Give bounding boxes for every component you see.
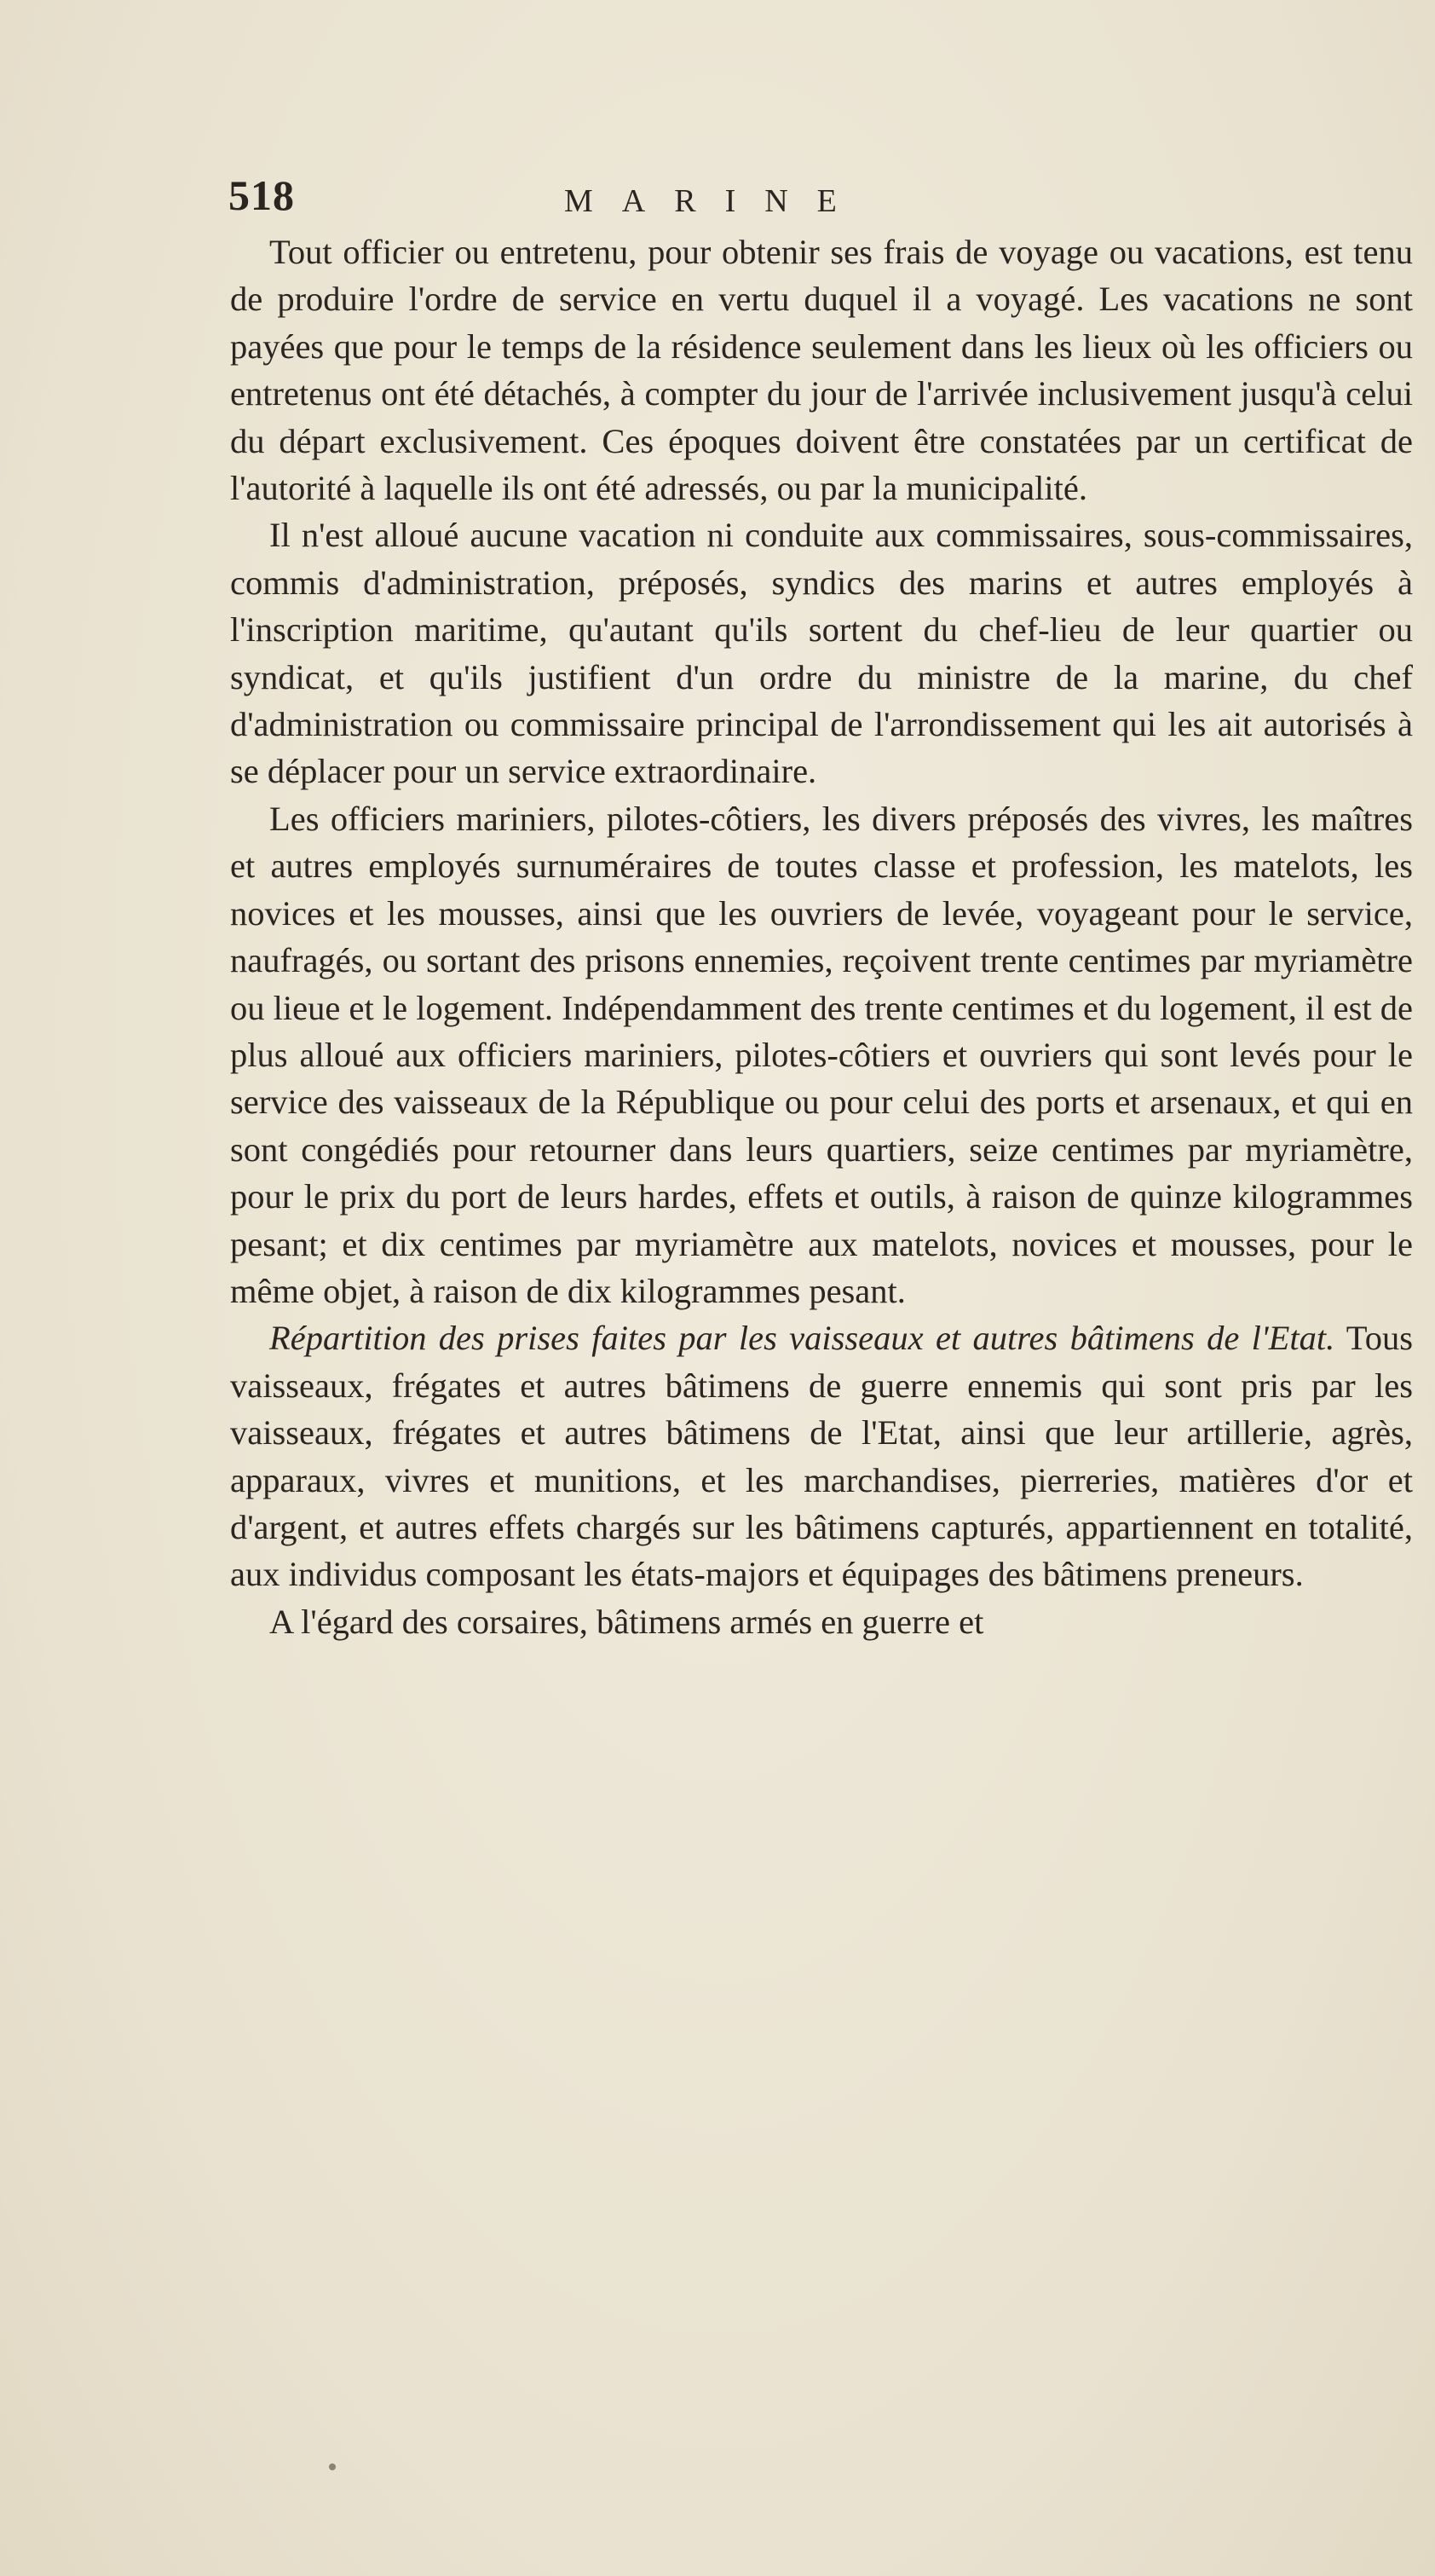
paragraph-officers-allowances xyxy=(230,795,1413,1314)
paragraph-text: Tout officier ou entretenu, pour obtenir ses frais de voyage ou vacations, est tenu de produire l'ordre de service en vertu duquel il a voyagé. Les vacations ne sont payées que pour le temps de la résidence seulement dans les lieux où les officiers ou entretenus ont été détachés, à compter du jour de l'arrivée inclusivement jusqu'à celui du départ exclusivement. Ces époques doivent être constatées par un certificat de l'autorité à laquelle ils ont été adressés, ou par la municipalité. xyxy=(230,233,1413,508)
section-heading-italic: Répartition des prises faites par les vaisseaux et autres bâtimens de l'Etat. xyxy=(269,1319,1335,1358)
ink-speck xyxy=(329,2463,336,2470)
page-number: 518 xyxy=(228,171,295,219)
running-head: MARINE xyxy=(564,183,866,219)
paragraph-travel-expenses xyxy=(230,228,1413,511)
paragraph-prize-distribution xyxy=(230,1314,1413,1597)
paragraph-text: A l'égard des corsaires, bâtimens armés en guerre et xyxy=(269,1602,984,1641)
page-header xyxy=(228,170,1435,230)
paragraph-commissioners xyxy=(230,511,1413,794)
paragraph-text: Les officiers mariniers, pilotes-côtiers, les divers préposés des vivres, les maîtres et autres employés surnuméraires de toutes classe et profession, les matelots, les novices et les mousses, ainsi que les ouvriers de levée, voyageant pour le service, naufragés, ou sortant des prisons ennemies, reçoivent trente centimes par myriamètre ou lieue et le logement. Indépendamment des trente centimes et du logement, il est de plus alloué aux officiers mariniers, pilotes-côtiers et ouvriers qui sont levés pour le service des vaisseaux de la République ou pour celui des ports et arsenaux, et qui en sont congédiés pour retourner dans leurs quartiers, seize centimes par myriamètre, pour le prix du port de leurs hardes, effets et outils, à raison de quinze kilogrammes pesant; et dix centimes par myriamètre aux matelots, novices et mousses, pour le même objet, à raison de dix kilogrammes pesant. xyxy=(230,799,1413,1310)
paragraph-text: Tous vaisseaux, frégates et autres bâtimens de guerre ennemis qui sont pris par les vaisseaux, frégates et autres bâtimens de l'Etat, ainsi que leur artillerie, agrès, apparaux, vivres et munitions, et les marchandises, pierreries, matières d'or et d'argent, et autres effets chargés sur les bâtimens capturés, appartiennent en totalité, aux individus composant les états-majors et équipages des bâtimens preneurs. xyxy=(230,1319,1413,1594)
body-text xyxy=(230,228,1413,1645)
paragraph-text: Il n'est alloué aucune vacation ni conduite aux commissaires, sous-commissaires, commis d'administration, préposés, syndics des marins et autres employés à l'inscription maritime, qu'autant qu'ils sortent du chef-lieu de leur quartier ou syndicat, et qu'ils justifient d'un ordre du ministre de la marine, du chef d'administration ou commissaire principal de l'arrondissement qui les ait autorisés à se déplacer pour un service extraordinaire. xyxy=(230,516,1413,791)
paragraph-corsairs xyxy=(230,1598,1413,1645)
